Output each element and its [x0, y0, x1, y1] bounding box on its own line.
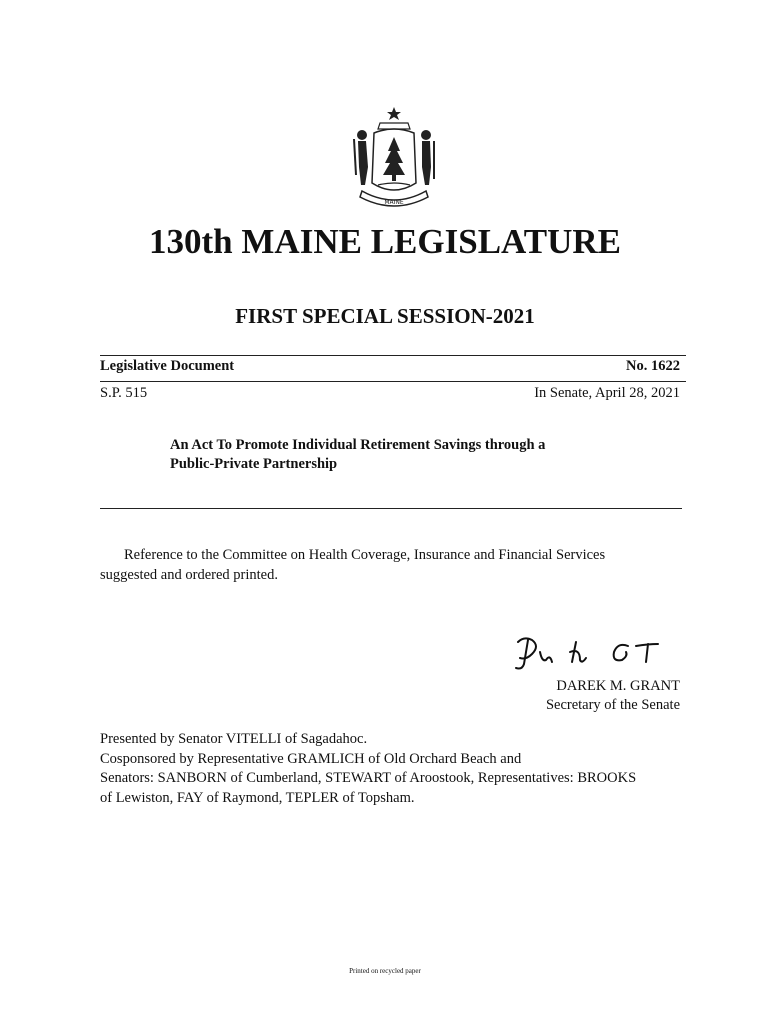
footer-note: Printed on recycled paper: [349, 967, 421, 975]
committee-reference: [100, 545, 680, 585]
sponsor-line: Senators: SANBORN of Cumberland, STEWART of Aroostook, Representatives: BROOKS: [100, 770, 637, 786]
maine-state-seal-icon: [350, 105, 438, 213]
sponsor-line: Cosponsored by Representative GRAMLICH of Old Orchard Beach and: [100, 750, 522, 767]
top-divider: [100, 355, 686, 356]
middle-divider: [100, 381, 686, 382]
senate-paper-number: S.P. 515: [100, 385, 148, 401]
senate-date: In Senate, April 28, 2021: [534, 385, 680, 401]
act-title: [170, 436, 610, 474]
doc-type-label: Legislative Document: [100, 358, 235, 374]
title-divider: [100, 508, 682, 509]
signer-block: [546, 677, 680, 715]
sponsor-line: of Lewiston, FAY of Raymond, TEPLER of Topsham.: [100, 789, 415, 806]
act-title-line: An Act To Promote Individual Retirement Savings through a: [170, 437, 546, 453]
doc-info-row: [100, 358, 680, 375]
signer-name: DAREK M. GRANT: [556, 678, 680, 694]
sponsor-line: Presented by Senator VITELLI of Sagadahoc.: [100, 731, 368, 747]
doc-number: No. 1622: [626, 358, 680, 374]
session-title: FIRST SPECIAL SESSION-2021: [235, 304, 535, 328]
svg-text:MAINE: MAINE: [384, 199, 404, 206]
senate-info-row: [100, 385, 680, 402]
reference-line: suggested and ordered printed.: [100, 567, 278, 583]
legislature-title: 130th MAINE LEGISLATURE: [149, 222, 621, 261]
sponsors-block: [100, 730, 680, 808]
handwritten-signature-icon: [510, 632, 682, 676]
act-title-line: Public-Private Partnership: [170, 456, 338, 472]
reference-line: Reference to the Committee on Health Coverage, Insurance and Financial Services: [124, 547, 606, 563]
signer-title: Secretary of the Senate: [545, 697, 680, 713]
